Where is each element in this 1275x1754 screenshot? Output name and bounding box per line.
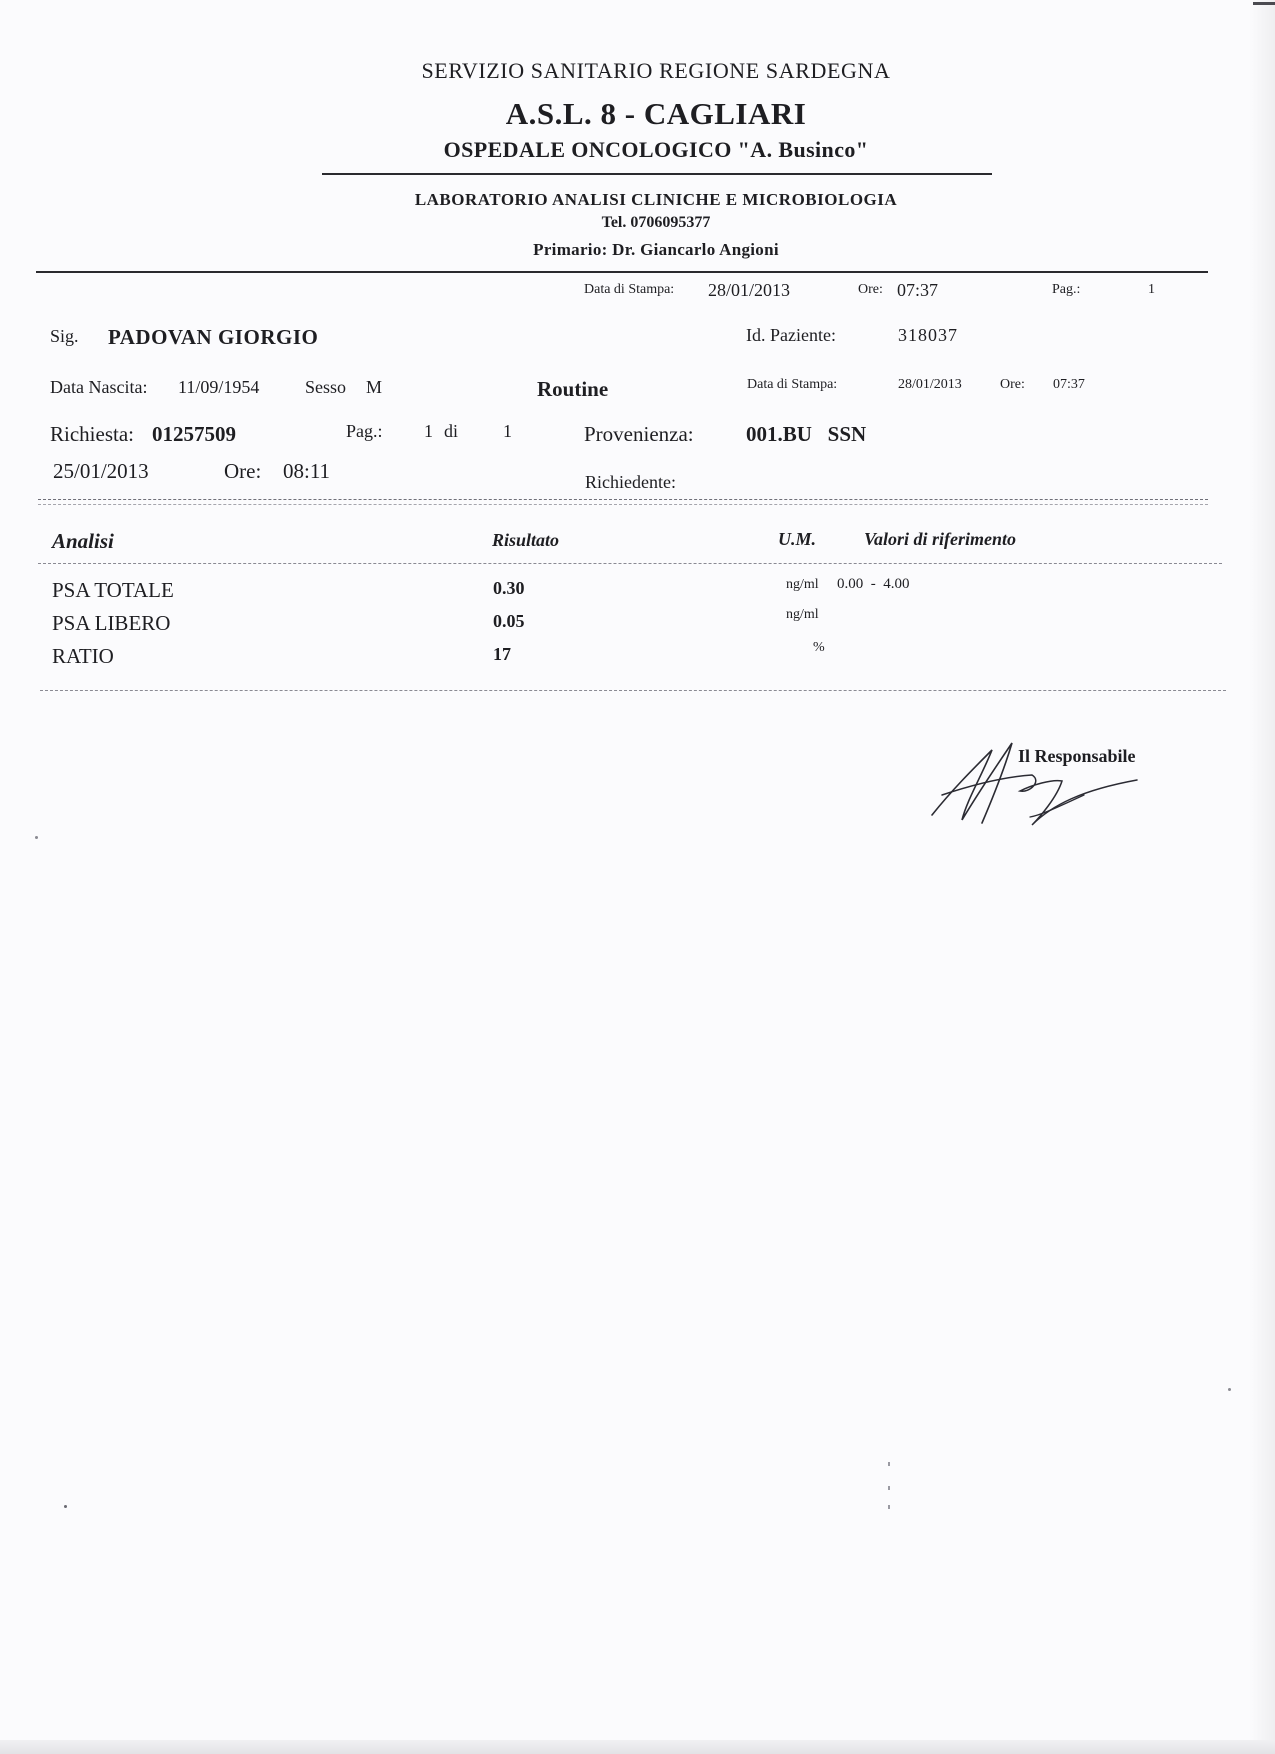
request-date: 25/01/2013 xyxy=(53,459,149,483)
request-page-total: 1 xyxy=(503,421,512,441)
birth-date-value: 11/09/1954 xyxy=(178,377,260,397)
request-page-value: 1 xyxy=(424,421,433,441)
column-header-reference: Valori di riferimento xyxy=(864,529,1017,549)
analysis-name: PSA LIBERO xyxy=(52,611,171,635)
request-label: Richiesta: xyxy=(50,422,134,446)
patient-id-value: 318037 xyxy=(898,325,958,345)
result-value: 17 xyxy=(493,644,511,664)
region-heading: SERVIZIO SANITARIO REGIONE SARDEGNA xyxy=(421,58,891,83)
request-time-value: 08:11 xyxy=(283,459,331,483)
handwritten-signature xyxy=(912,735,1142,835)
header-divider xyxy=(322,173,992,175)
unit-value: % xyxy=(813,640,825,655)
page-bottom-edge xyxy=(0,1740,1275,1754)
reference-range: 0.00 - 4.00 xyxy=(837,576,910,592)
request-time-label: Ore: xyxy=(224,459,262,483)
table-header-divider xyxy=(38,563,1222,564)
column-header-result: Risultato xyxy=(492,530,560,550)
sex-label: Sesso xyxy=(305,377,347,397)
patient-id-label: Id. Paziente: xyxy=(746,325,836,345)
analysis-name: PSA TOTALE xyxy=(52,578,174,602)
result-value: 0.30 xyxy=(493,578,525,598)
patient-title-label: Sig. xyxy=(50,326,79,346)
print-page-value: 1 xyxy=(1148,282,1155,297)
origin-value: 001.BU SSN xyxy=(746,422,867,446)
lab-head-physician: Primario: Dr. Giancarlo Angioni xyxy=(533,240,779,259)
result-value: 0.05 xyxy=(493,611,525,631)
patient-print-date-value: 28/01/2013 xyxy=(898,377,962,392)
print-time-value: 07:37 xyxy=(897,280,939,300)
request-divider-secondary xyxy=(38,504,1208,505)
request-page-of-label: di xyxy=(444,421,459,441)
column-header-analysis: Analisi xyxy=(52,529,114,553)
scan-corner-mark xyxy=(1253,2,1275,5)
scan-speck xyxy=(888,1505,890,1509)
request-number: 01257509 xyxy=(152,422,236,446)
lab-phone: Tel. 0706095377 xyxy=(601,214,711,231)
scan-speck xyxy=(888,1486,890,1490)
birth-date-label: Data Nascita: xyxy=(50,377,148,397)
unit-value: ng/ml xyxy=(786,577,819,592)
hospital-heading: OSPEDALE ONCOLOGICO "A. Businco" xyxy=(443,137,869,162)
scan-speck xyxy=(1228,1388,1231,1391)
patient-print-date-label: Data di Stampa: xyxy=(747,377,838,392)
patient-print-time-value: 07:37 xyxy=(1053,377,1085,392)
column-header-unit: U.M. xyxy=(778,529,817,549)
request-page-label: Pag.: xyxy=(346,421,383,441)
patient-print-time-label: Ore: xyxy=(1000,377,1025,392)
analysis-name: RATIO xyxy=(52,644,114,668)
unit-value: ng/ml xyxy=(786,607,819,622)
patient-name: PADOVAN GIORGIO xyxy=(108,325,319,349)
requester-label: Richiedente: xyxy=(585,472,676,492)
table-bottom-divider xyxy=(40,690,1226,691)
asl-heading: A.S.L. 8 - CAGLIARI xyxy=(505,96,807,131)
page-edge-shadow xyxy=(1249,0,1275,1754)
print-date-value: 28/01/2013 xyxy=(708,280,791,300)
print-date-label: Data di Stampa: xyxy=(584,282,675,297)
print-page-label: Pag.: xyxy=(1052,282,1081,297)
signature-label: Il Responsabile xyxy=(1018,746,1136,766)
header-bottom-rule xyxy=(36,271,1208,273)
lab-heading: LABORATORIO ANALISI CLINICHE E MICROBIOLOGIA xyxy=(414,190,898,209)
scan-speck xyxy=(888,1462,890,1466)
sex-value: M xyxy=(366,377,383,397)
scan-speck xyxy=(64,1505,67,1508)
origin-label: Provenienza: xyxy=(584,422,694,446)
print-time-label: Ore: xyxy=(858,282,883,297)
scan-speck xyxy=(35,836,38,839)
request-divider xyxy=(38,499,1208,500)
routine-label: Routine xyxy=(537,377,609,401)
